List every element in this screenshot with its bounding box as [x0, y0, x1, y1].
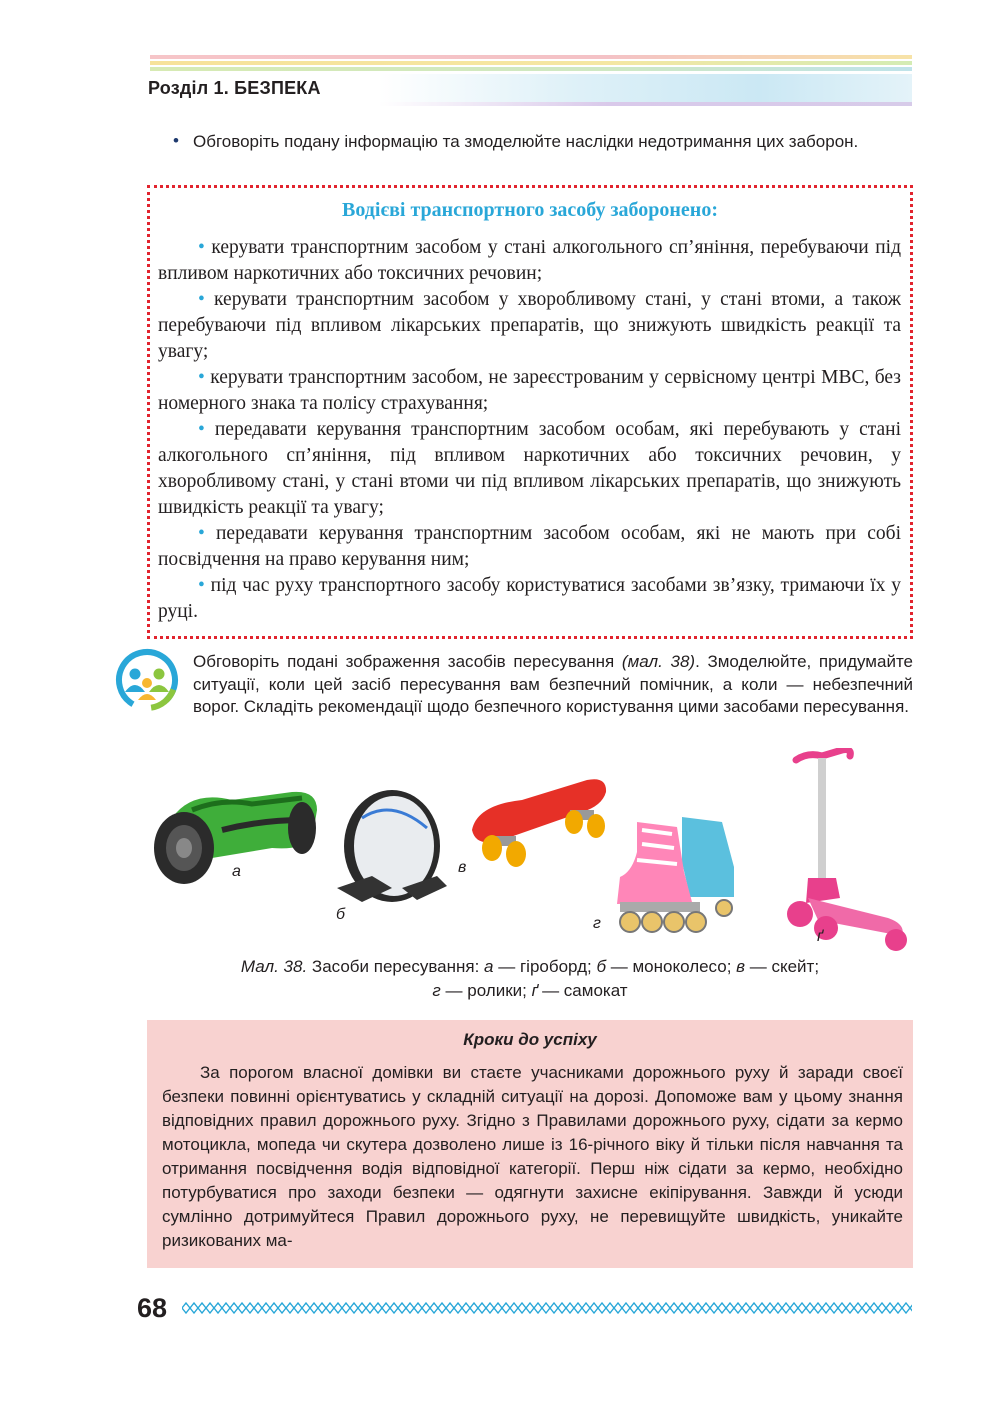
- figure-caption-line-2: г — ролики; ґ — самокат: [432, 981, 628, 1000]
- rule-item: • керувати транспортним засобом, не зареєстрованим у сервісному центрі МВС, без номерного знака та полісу страхування;: [158, 367, 902, 414]
- rule-bullet-icon: •: [198, 237, 205, 258]
- header-stripe-green: [150, 67, 912, 71]
- rule-item: • передавати керування транспортним засобом особам, які не мають при собі посвідчення на право керування ним;: [158, 523, 901, 570]
- figure-label-h: г: [593, 915, 601, 932]
- figure-label-v: в: [458, 859, 467, 876]
- rules-title: Водієві транспортного засобу заборонено:: [342, 199, 718, 221]
- rule-bullet-icon: •: [198, 419, 205, 440]
- intro-bullet: •: [173, 131, 179, 150]
- figure-label-b: б: [336, 906, 345, 923]
- rules-list: [158, 235, 901, 625]
- monowheel-image: [332, 788, 452, 908]
- success-text: За порогом власної домівки ви стаєте учасниками дорожнього руху й заради своєї безпеки повинні орієнтуватись у складній ситуації на дорозі. Допоможе вам у цьому знання відповідних правил дорожнього руху. Згідно з Правилами дорожнього руху, сідати за кермо мотоцикла, мопеда чи скутера дозволено лише із 16-річного віку й тільки після навчання та отримання посвідчення водія відповідної категорії. Перш ніж сідати за кермо, необхідно потурбуватися про заходи безпеки — одягнути захисне екіпірування. Завжди й усюди сумлінно дотримуйтеся Правил дорожнього руху, не перевищуйте швидкість, уникайте ризикованих ма-: [162, 1063, 903, 1250]
- header-stripe-violet: [150, 102, 912, 106]
- rule-item: • передавати керування транспортним засобом особам, які перебувають у стані алкогольного сп’яніння, під впливом наркотичних або токсичних речовин, у хворобливому стані, у стані втоми чи під впливом лікарських препаратів, що знижують швидкість реакції та увагу;: [158, 419, 902, 518]
- rule-bullet-icon: •: [198, 289, 205, 310]
- group-discussion-icon: [115, 648, 179, 712]
- success-title: Кроки до успіху: [463, 1030, 597, 1049]
- rule-bullet-icon: •: [198, 367, 205, 388]
- figure-caption-line-1: Мал. 38. Засоби пересування: а — гіроборд; б — моноколесо; в — скейт;: [240, 957, 820, 976]
- section-title: Розділ 1. БЕЗПЕКА: [148, 78, 321, 98]
- header-stripe-yellow: [150, 61, 912, 65]
- discussion-text: Обговоріть подані зображення засобів пересування (мал. 38). Змоделюйте, придумайте ситуації, коли цей засіб пересування вам безпечний помічник, а коли — небезпечний ворог. Складіть рекомендації щодо безпечного користування цими засобами пересування.: [193, 652, 913, 716]
- rule-item: • керувати транспортним засобом у стані алкогольного сп’яніння, перебуваючи під впливом наркотичних або токсичних речовин;: [158, 237, 901, 284]
- footer-ornament: [182, 1300, 912, 1316]
- figure-label-a: а: [232, 863, 241, 880]
- skateboard-image: [462, 770, 612, 870]
- intro-text: Обговоріть подану інформацію та змоделюйте наслідки недотримання цих заборон.: [193, 132, 859, 151]
- figure-caption: [150, 955, 910, 1003]
- roller-skates-image: [612, 812, 742, 937]
- page-number: 68: [137, 1293, 168, 1323]
- rule-bullet-icon: •: [198, 575, 205, 596]
- rule-item: • під час руху транспортного засобу користуватися засобами зв’язку, тримаючи їх у руці.: [158, 575, 901, 622]
- figure-label-g: ґ: [817, 928, 823, 945]
- header-stripe-pink: [150, 55, 912, 59]
- rule-item: • керувати транспортним засобом у хворобливому стані, у стані втоми, а також перебуваючи під впливом лікарських препаратів, що знижують швидкість реакції та увагу;: [158, 289, 901, 362]
- rule-bullet-icon: •: [198, 523, 205, 544]
- scooter-image: [778, 748, 913, 953]
